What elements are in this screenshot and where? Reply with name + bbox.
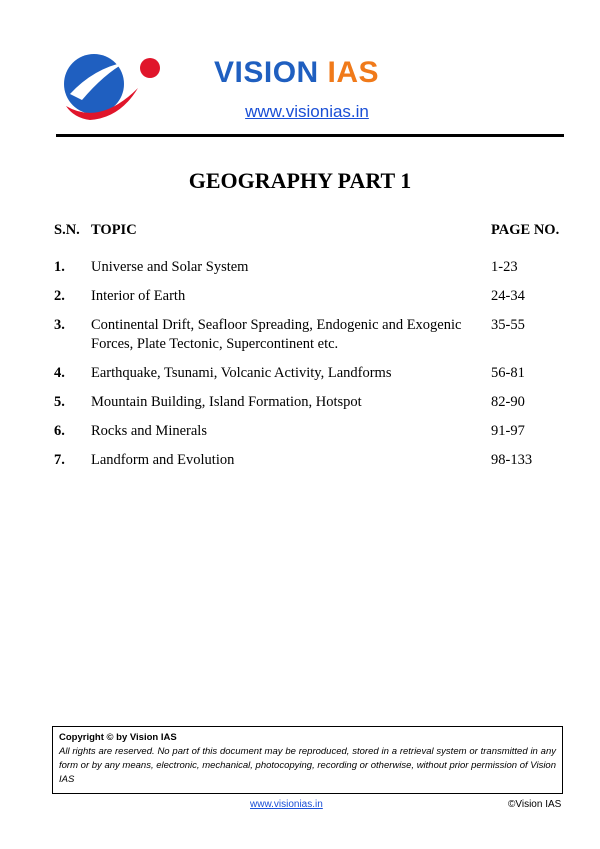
footer-owner: ©Vision IAS [508,799,562,810]
toc-row-topic: Rocks and Minerals [91,423,207,439]
footer-website-link[interactable]: www.visionias.in [250,799,323,810]
logo-red-dot [140,58,160,78]
brand-name [214,56,379,90]
toc-row-topic: Universe and Solar System [91,259,249,275]
toc-row-page: 1-23 [491,259,518,275]
copyright-title: Copyright © by Vision IAS [59,732,177,743]
copyright-notice [52,726,563,794]
toc-row-topic: Mountain Building, Island Formation, Hotspot [91,394,362,410]
toc-row-page: 56-81 [491,365,525,381]
toc-row [54,364,564,383]
toc-row-page: 91-97 [491,423,525,439]
toc-row-page: 82-90 [491,394,525,410]
toc-row [54,287,564,306]
toc-header-page: PAGE NO. [491,222,560,238]
toc-row [54,258,564,277]
header-website-link[interactable]: www.visionias.in [245,102,369,121]
toc-row [54,451,564,470]
toc-row-page: 35-55 [491,317,525,333]
toc-row-page: 98-133 [491,452,533,468]
toc-row-topic: Landform and Evolution [91,452,235,468]
toc-row-sn: 5. [54,394,65,410]
toc-header-row [54,222,564,258]
toc-row [54,422,564,441]
toc-rows [54,258,564,470]
table-of-contents [54,222,564,480]
toc-row-topic: Earthquake, Tsunami, Volcanic Activity, Landforms [91,365,392,381]
toc-header-topic: TOPIC [91,222,137,238]
page-title: GEOGRAPHY PART 1 [188,168,412,193]
toc-row-sn: 2. [54,288,65,304]
brand-name-vision: VISION [214,56,328,89]
toc-row-sn: 7. [54,452,65,468]
toc-row-topic: Interior of Earth [91,288,186,304]
toc-row-sn: 6. [54,423,65,439]
toc-row-sn: 1. [54,259,65,275]
copyright-body: All rights are reserved. No part of this document may be reproduced, stored in a retrieval system or transmitted in any form or by any means, electronic, mechanical, photocopying, recording or otherwise, without prior permission of Vision IAS [59,746,556,785]
toc-row-topic: Continental Drift, Seafloor Spreading, Endogenic and Exogenic Forces, Plate Tectonic, Supercontinent etc. [91,317,462,352]
header-divider [56,134,564,137]
toc-row [54,393,564,412]
toc-row-sn: 4. [54,365,65,381]
toc-row [54,316,564,354]
toc-header-sn: S.N. [54,222,80,238]
toc-row-sn: 3. [54,317,65,333]
toc-row-page: 24-34 [491,288,525,304]
brand-name-ias: IAS [327,56,380,89]
